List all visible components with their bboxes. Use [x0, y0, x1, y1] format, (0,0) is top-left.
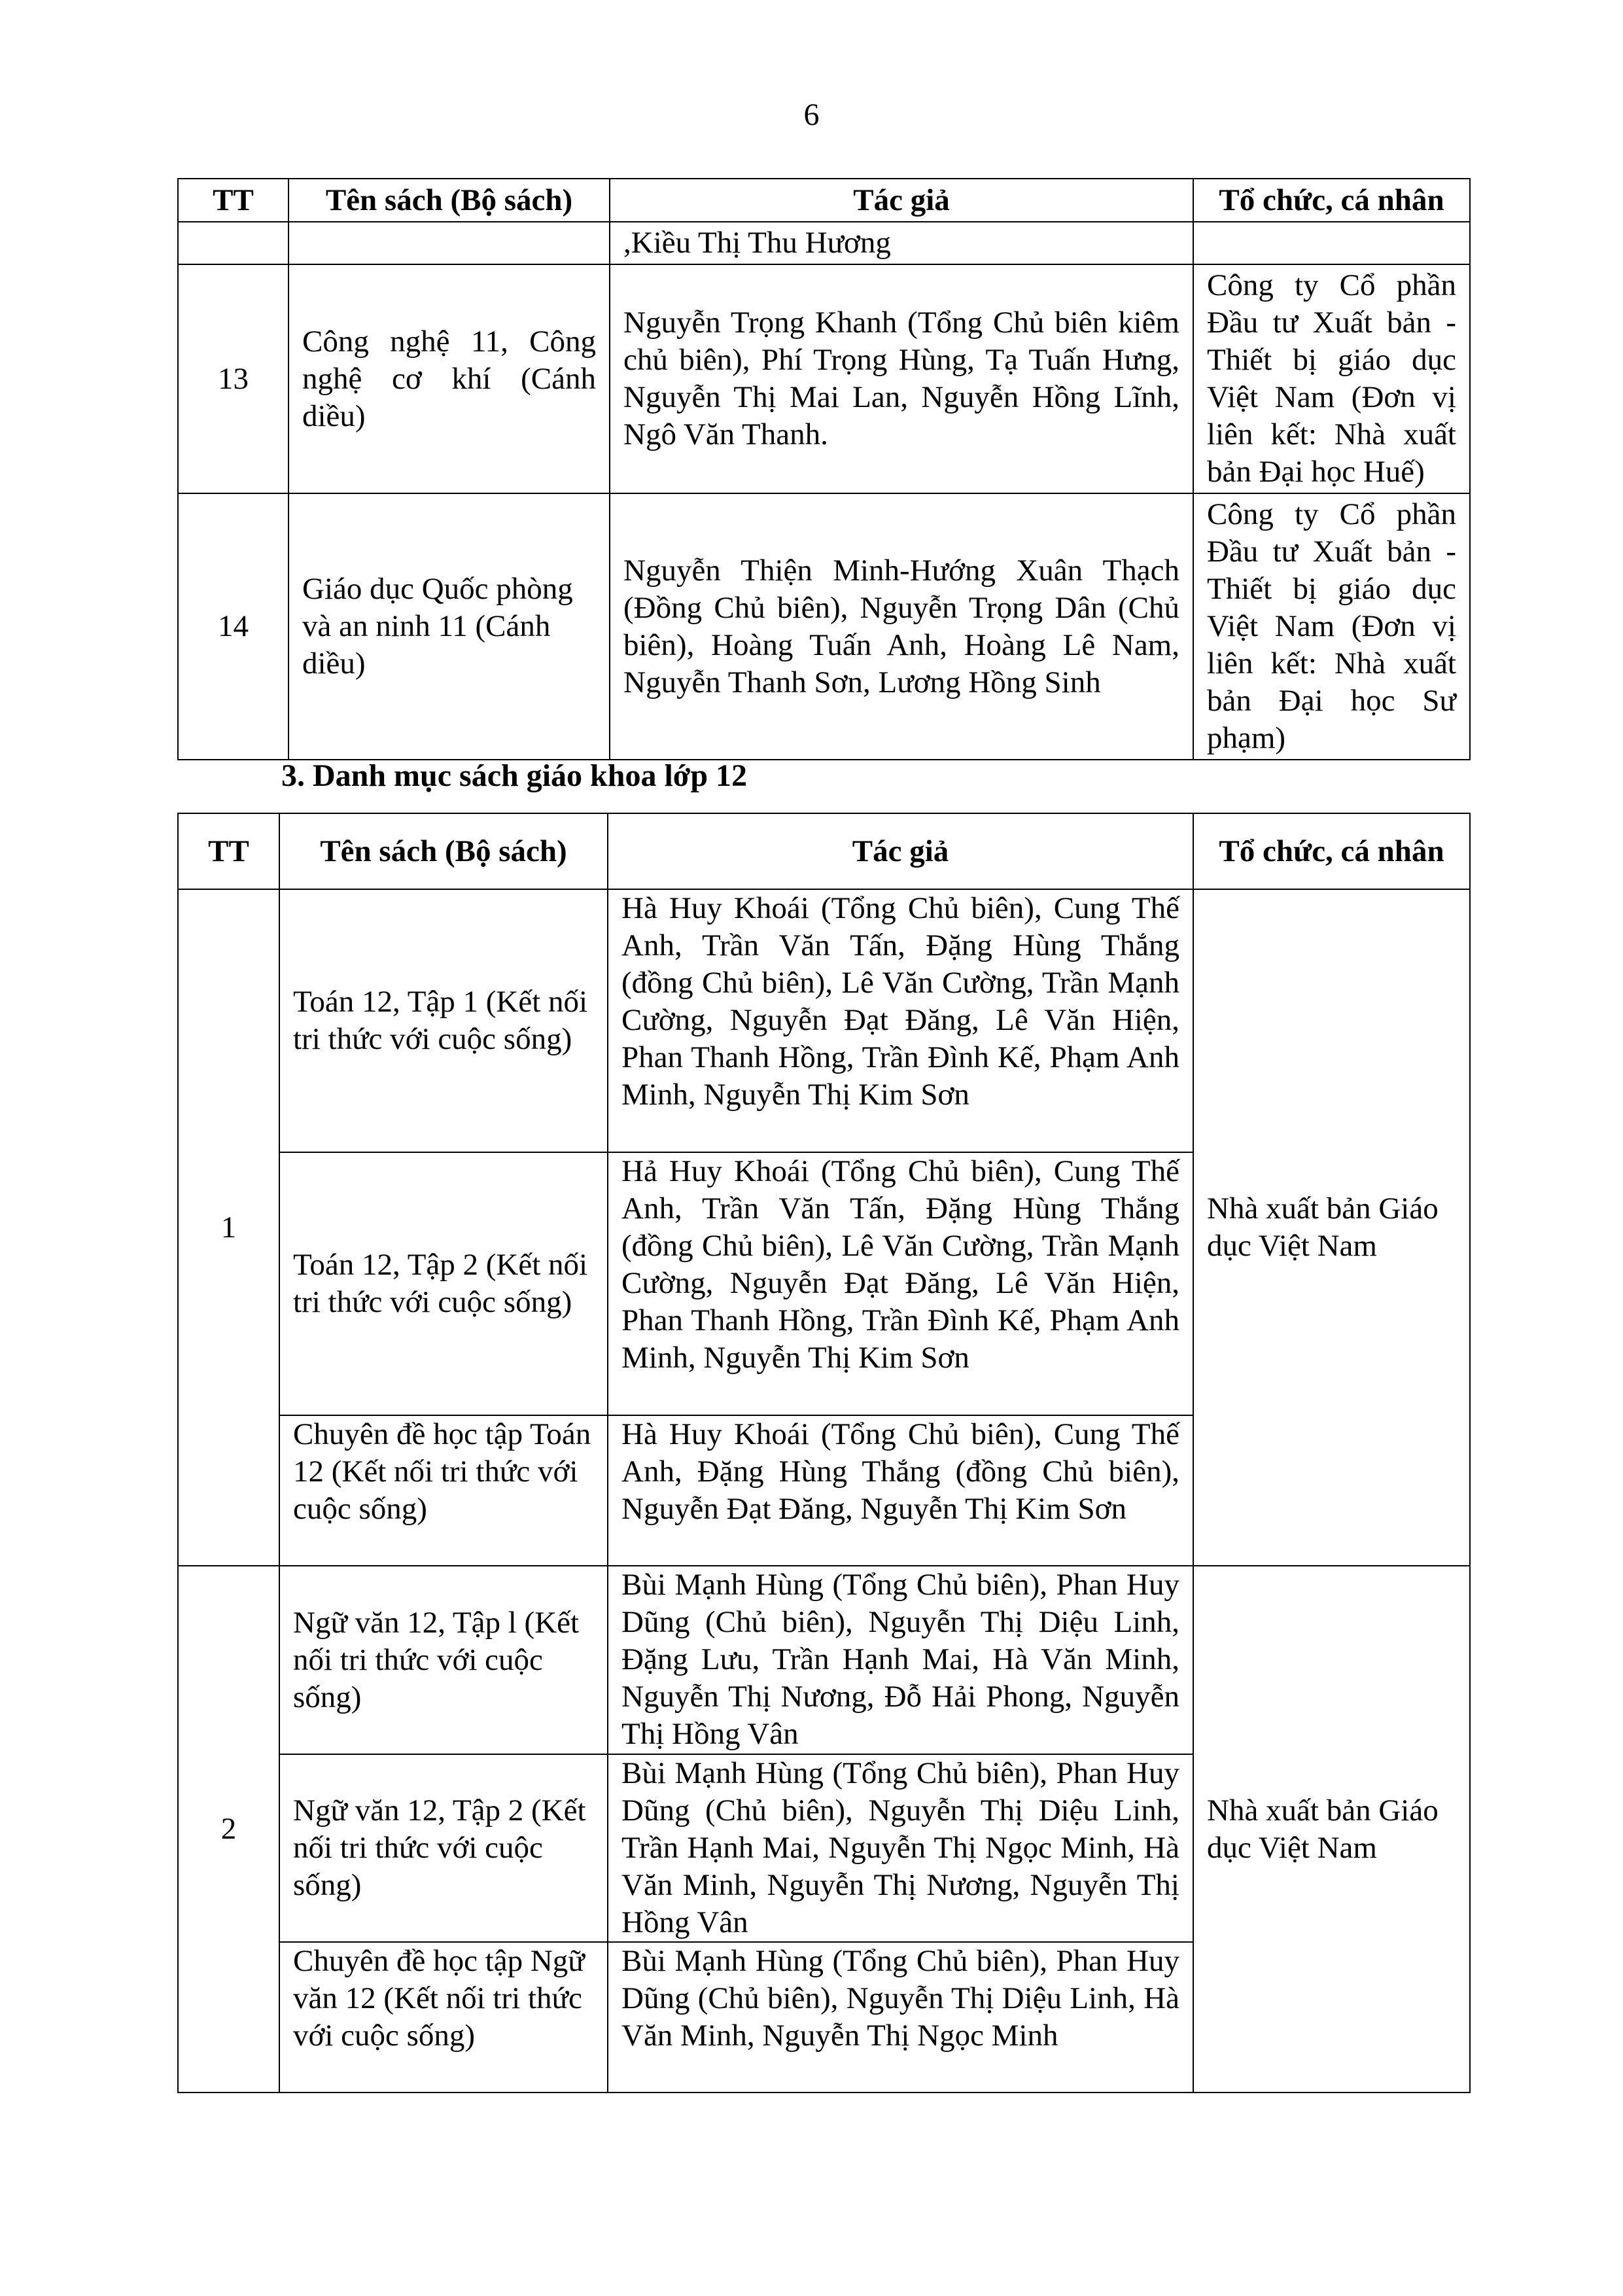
row-tt: 13 — [178, 264, 288, 493]
table-row — [178, 493, 1470, 760]
table-row — [178, 889, 1470, 1152]
header-tt: TT — [178, 179, 288, 222]
row-tac-gia: Hà Huy Khoái (Tổng Chủ biên), Cung Thế Anh, Trần Văn Tấn, Đặng Hùng Thắng (đồng Chủ biên), Lê Văn Cường, Trần Mạnh Cường, Nguyễn Đạt Đăng, Lê Văn Hiện, Phan Thanh Hồng, Trần Đình Kế, Phạm Anh Minh, Nguyễn Thị Kim Sơn — [608, 889, 1193, 1152]
row-tac-gia: Hà Huy Khoái (Tổng Chủ biên), Cung Thế Anh, Đặng Hùng Thắng (đồng Chủ biên), Nguyễn Đạt Đăng, Nguyễn Thị Kim Sơn — [608, 1415, 1193, 1566]
row-tt: 14 — [178, 493, 288, 760]
row-tac-gia: Nguyễn Thiện Minh-Hướng Xuân Thạch (Đồng Chủ biên), Nguyễn Trọng Dân (Chủ biên), Hoàng Tuấn Anh, Hoàng Lê Nam, Nguyễn Thanh Sơn, Lương Hồng Sinh — [610, 493, 1193, 760]
row-tac-gia: Bùi Mạnh Hùng (Tổng Chủ biên), Phan Huy Dũng (Chủ biên), Nguyễn Thị Diệu Linh, Hà Văn Minh, Nguyễn Thị Ngọc Minh — [608, 1942, 1193, 2093]
group-to-chuc: Nhà xuất bản Giáo dục Việt Nam — [1193, 1566, 1470, 2093]
row-ten-sach: Ngữ văn 12, Tập 2 (Kết nối tri thức với cuộc sống) — [279, 1754, 608, 1942]
group-to-chuc: Nhà xuất bản Giáo dục Việt Nam — [1193, 889, 1470, 1566]
row-tac-gia: Bùi Mạnh Hùng (Tổng Chủ biên), Phan Huy Dũng (Chủ biên), Nguyễn Thị Diệu Linh, Đặng Lưu, Trần Hạnh Mai, Hà Văn Minh, Nguyễn Thị Nương, Đỗ Hải Phong, Nguyễn Thị Hồng Vân — [608, 1566, 1193, 1754]
table-row — [178, 1566, 1470, 1754]
row-ten-sach: Toán 12, Tập 1 (Kết nối tri thức với cuộc sống) — [279, 889, 608, 1152]
table-row — [178, 264, 1470, 493]
header-to-chuc: Tổ chức, cá nhân — [1193, 179, 1470, 222]
group-tt: 2 — [178, 1566, 279, 2093]
header-tac-gia: Tác giả — [610, 179, 1193, 222]
header-ten-sach: Tên sách (Bộ sách) — [279, 813, 608, 889]
row-tac-gia: Nguyễn Trọng Khanh (Tổng Chủ biên kiêm chủ biên), Phí Trọng Hùng, Tạ Tuấn Hưng, Nguyễn Thị Mai Lan, Nguyễn Hồng Lĩnh, Ngô Văn Thanh. — [610, 264, 1193, 493]
carry-over-row — [178, 222, 1470, 264]
table-header-row — [178, 179, 1470, 222]
table-header-row — [178, 813, 1470, 889]
page-number: 6 — [803, 97, 820, 132]
row-ten-sach: Chuyên đề học tập Toán 12 (Kết nối tri thức với cuộc sống) — [279, 1415, 608, 1566]
row-ten-sach: Ngữ văn 12, Tập l (Kết nối tri thức với cuộc sống) — [279, 1566, 608, 1754]
grade12-table — [177, 813, 1471, 2093]
row-tac-gia: Hả Huy Khoái (Tổng Chủ biên), Cung Thế Anh, Trần Văn Tấn, Đặng Hùng Thắng (đồng Chủ biên), Lê Văn Cường, Trần Mạnh Cường, Nguyễn Đạt Đăng, Lê Văn Hiện, Phan Thanh Hồng, Trần Đình Kế, Phạm Anh Minh, Nguyễn Thị Kim Sơn — [608, 1152, 1193, 1415]
row-ten-sach: Công nghệ 11, Công nghệ cơ khí (Cánh diều) — [288, 264, 610, 493]
row-to-chuc: Công ty Cổ phần Đầu tư Xuất bản - Thiết bị giáo dục Việt Nam (Đơn vị liên kết: Nhà xuất bản Đại học Sư phạm) — [1193, 493, 1470, 760]
header-tt: TT — [178, 813, 279, 889]
grade11-table-continued — [177, 178, 1471, 760]
row-ten-sach: Chuyên đề học tập Ngữ văn 12 (Kết nối tri thức với cuộc sống) — [279, 1942, 608, 2093]
section-heading: 3. Danh mục sách giáo khoa lớp 12 — [281, 758, 748, 793]
header-tac-gia: Tác giả — [608, 813, 1193, 889]
header-ten-sach: Tên sách (Bộ sách) — [288, 179, 610, 222]
carry-over-author: ,Kiều Thị Thu Hương — [610, 222, 1193, 264]
row-to-chuc: Công ty Cổ phần Đầu tư Xuất bản - Thiết bị giáo dục Việt Nam (Đơn vị liên kết: Nhà xuất bản Đại học Huế) — [1193, 264, 1470, 493]
group-tt: 1 — [178, 889, 279, 1566]
row-ten-sach: Toán 12, Tập 2 (Kết nối tri thức với cuộc sống) — [279, 1152, 608, 1415]
row-tac-gia: Bùi Mạnh Hùng (Tổng Chủ biên), Phan Huy Dũng (Chủ biên), Nguyễn Thị Diệu Linh, Trần Hạnh Mai, Nguyễn Thị Ngọc Minh, Hà Văn Minh, Nguyễn Thị Nương, Nguyễn Thị Hồng Vân — [608, 1754, 1193, 1942]
header-to-chuc: Tổ chức, cá nhân — [1193, 813, 1470, 889]
row-ten-sach: Giáo dục Quốc phòng và an ninh 11 (Cánh diều) — [288, 493, 610, 760]
